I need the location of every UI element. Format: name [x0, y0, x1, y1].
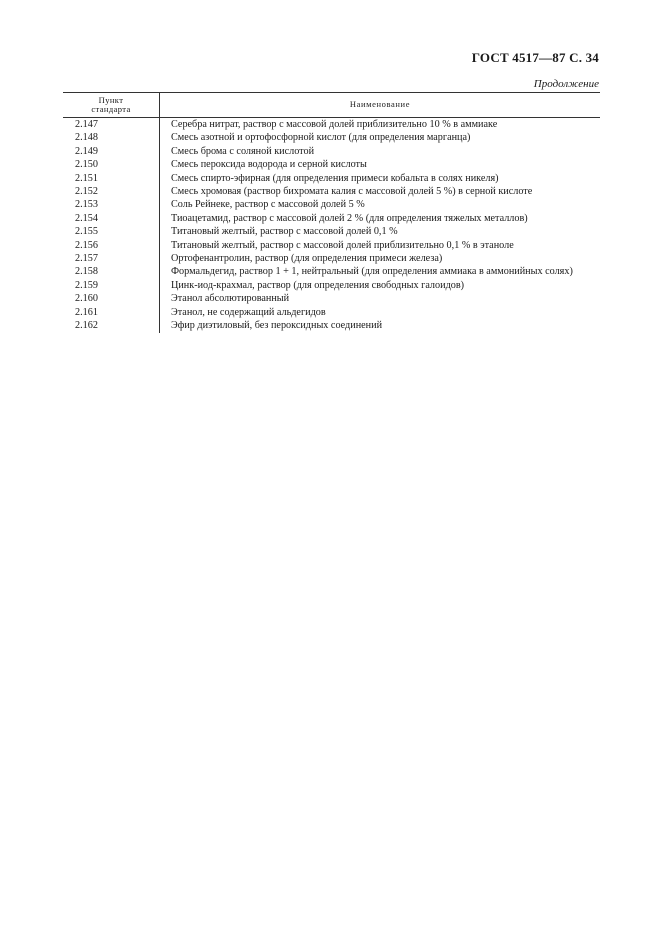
- table-row: [63, 131, 600, 144]
- column-header-name: Наименование: [349, 99, 411, 110]
- reagent-name: Смесь хромовая (раствор бихромата калия с массовой долей 5 %) в серной кислоте: [171, 186, 533, 198]
- table-row: [63, 239, 600, 252]
- table-row: [63, 225, 600, 238]
- table-row: [63, 252, 600, 265]
- table-row: [63, 198, 600, 211]
- clause-number: 2.160: [75, 293, 98, 305]
- reagent-name: Этанол, не содержащий альдегидов: [171, 306, 326, 318]
- reagent-name: Этанол абсолютированный: [171, 293, 290, 305]
- clause-number: 2.148: [75, 132, 98, 144]
- clause-number: 2.149: [75, 145, 98, 157]
- clause-number: 2.157: [75, 253, 98, 265]
- reagent-name: Смесь азотной и ортофосфорной кислот (для определения марганца): [171, 132, 471, 144]
- table-header: [63, 92, 600, 118]
- reagent-name: Серебра нитрат, раствор с массовой долей приблизительно 10 % в аммиаке: [171, 119, 498, 130]
- column-header-clause-line2: стандарта: [91, 104, 131, 114]
- table-row: [63, 319, 600, 332]
- reagent-name: Смесь брома с соляной кислотой: [171, 145, 315, 157]
- reagent-name: Титановый желтый, раствор с массовой долей 0,1 %: [171, 226, 398, 238]
- reagent-name: Цинк-иод-крахмал, раствор (для определения свободных галоидов): [171, 279, 465, 291]
- clause-number: 2.158: [75, 266, 98, 278]
- table-row: [63, 279, 600, 292]
- clause-number: 2.154: [75, 212, 98, 224]
- table-row: [63, 145, 600, 158]
- table-row: [63, 118, 600, 131]
- column-header-clause: [63, 93, 160, 117]
- table-row: [63, 172, 600, 185]
- table-row: [63, 306, 600, 319]
- clause-number: 2.150: [75, 159, 98, 171]
- table-row: [63, 265, 600, 278]
- clause-number: 2.155: [75, 226, 98, 238]
- table-row: [63, 292, 600, 305]
- clause-number: 2.152: [75, 186, 98, 198]
- clause-number: 2.161: [75, 306, 98, 318]
- clause-number: 2.153: [75, 199, 98, 211]
- reagent-name: Смесь пероксида водорода и серной кислоты: [171, 159, 367, 171]
- reagent-name: Формальдегид, раствор 1 + 1, нейтральный (для определения аммиака в аммонийных солях): [171, 266, 573, 278]
- reagent-name: Ортофенантролин, раствор (для определения примеси железа): [171, 253, 443, 265]
- clause-number: 2.162: [75, 320, 98, 332]
- continuation-label: Продолжение: [533, 78, 599, 90]
- table-row: [63, 212, 600, 225]
- clause-number: 2.156: [75, 239, 98, 251]
- table-body: [63, 118, 600, 333]
- reagent-name: Смесь спирто-эфирная (для определения примеси кобальта в солях никеля): [171, 172, 499, 184]
- table-row: [63, 185, 600, 198]
- reagent-name: Тиоацетамид, раствор с массовой долей 2 % (для определения тяжелых металлов): [171, 212, 528, 224]
- table-row: [63, 158, 600, 171]
- column-header-clause-line1: Пункт: [98, 94, 124, 105]
- reagent-name: Титановый желтый, раствор с массовой долей приблизительно 0,1 % в этаноле: [171, 239, 514, 251]
- document-reference: ГОСТ 4517—87 С. 34: [471, 50, 599, 65]
- clause-number: 2.159: [75, 279, 98, 291]
- reagent-name: Соль Рейнеке, раствор с массовой долей 5 %: [171, 199, 365, 211]
- clause-number: 2.147: [75, 119, 98, 130]
- reagent-name: Эфир диэтиловый, без пероксидных соединений: [171, 320, 383, 332]
- clause-number: 2.151: [75, 172, 98, 184]
- reagents-table: [63, 92, 600, 333]
